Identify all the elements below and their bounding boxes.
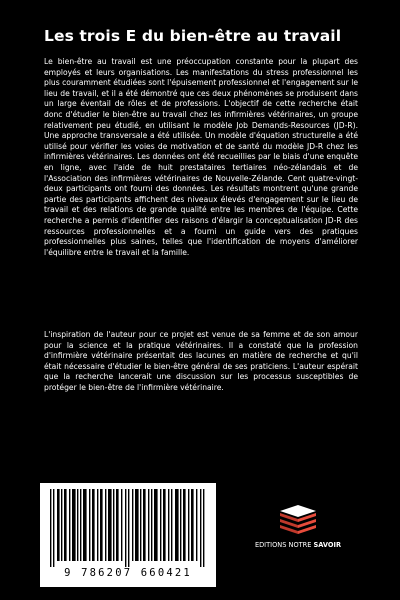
book-title: Les trois E du bien-être au travail: [44, 27, 342, 45]
publisher-block: [248, 503, 348, 563]
isbn-number: 9 786207 660421: [64, 567, 192, 579]
stacked-books-icon: [276, 503, 320, 537]
barcode-bars: [48, 489, 208, 567]
author-bio: L'inspiration de l'auteur pour ce projet est venue de sa femme et de son amour pour la science et la pratique vétérinaires. Il a constaté que la profession d'infirmière vétérinaire présentait des lacunes en matière de recherche et qu'il était nécessaire d'étudier le bien-être général de ses praticiens. L'auteur espérait que la recherche lancerait une discussion sur les processus susceptibles de protéger le bien-être de l'infirmière vétérinaire.: [44, 330, 358, 392]
publisher-name: EDITIONS NOTRE SAVOIR: [254, 541, 342, 549]
book-abstract: Le bien-être au travail est une préoccupation constante pour la plupart des employés et leurs organisations. Les manifestations du stress professionnel les plus couramment étudiées sont l'épuisement professionnel et l'engagement sur le lieu de travail, et il a été démontré que ces deux phénomènes se produisent dans un large éventail de rôles et de professions. L'objectif de cette recherche était donc d'étudier le bien-être au travail chez les infirmières vétérinaires, un groupe relativement peu étudié, en utilisant le modèle Job Demands-Resources (JD-R). Une approche transversale a été utilisée. Un modèle d'équation structurelle a été utilisé pour vérifier les voies de motivation et de santé du modèle JD-R chez les infirmières vétérinaires. Les données ont été recueillies par le biais d'une enquête en ligne, avec l'aide de huit prestataires tertiaires néo-zélandais et de l'Association des infirmières vétérinaires de Nouvelle-Zélande. Cent quatre-vingt-deux participants ont fourni des données. Les résultats montrent qu'une grande partie des participants affichent des niveaux élevés d'engagement sur le lieu de travail et des relations de grande qualité entre les membres de l'équipe. Cette recherche a permis d'identifier des raisons d'élargir la conceptualisation JD-R des ressources professionnelles et a fourni un guide vers des pratiques professionnelles plus saines, telles que l'identification de moyens d'améliorer l'équilibre entre le travail et la famille.: [44, 57, 358, 257]
isbn-barcode: [40, 483, 216, 587]
